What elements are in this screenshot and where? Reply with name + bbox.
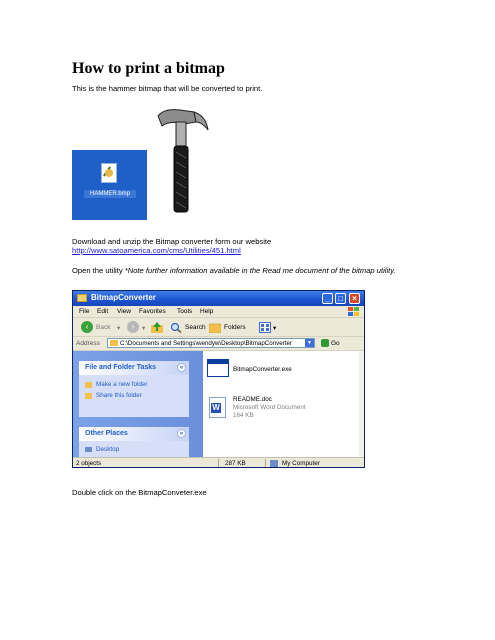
forward-dropdown-icon[interactable]: ▾ xyxy=(142,325,146,332)
menu-edit[interactable]: Edit xyxy=(97,308,109,315)
task-make-new-folder[interactable] xyxy=(79,380,189,391)
file-name-readme[interactable]: README.doc xyxy=(233,396,272,403)
folder-icon xyxy=(77,294,87,302)
page-title: How to print a bitmap xyxy=(72,60,225,77)
scrollbar[interactable] xyxy=(359,351,364,457)
open-utility-text: Open the utility xyxy=(72,266,125,275)
back-arrow-icon[interactable]: ‹ xyxy=(81,321,93,333)
file-type-readme: Microsoft Word Document xyxy=(233,404,306,411)
bitmap-file-icon xyxy=(101,163,117,183)
menu-help[interactable]: Help xyxy=(200,308,214,315)
desktop-icon-label: HAMMER.bmp xyxy=(84,190,136,198)
task-pane xyxy=(73,351,203,457)
close-button[interactable]: × xyxy=(349,293,360,304)
status-bar xyxy=(73,457,364,468)
address-dropdown-icon[interactable]: ▼ xyxy=(305,339,314,347)
task-share-folder[interactable] xyxy=(79,391,189,402)
folder-icon xyxy=(110,340,118,346)
views-icon[interactable] xyxy=(259,322,271,333)
up-folder-icon[interactable] xyxy=(151,322,163,333)
file-name-exe[interactable]: BitmapConverter.exe xyxy=(233,366,292,373)
search-icon[interactable] xyxy=(170,322,182,333)
search-button[interactable]: Search xyxy=(185,324,206,331)
task-label: Share this folder xyxy=(96,392,142,399)
minimize-button[interactable]: _ xyxy=(322,293,333,304)
final-instruction: Double click on the BitmapConveter.exe xyxy=(72,488,207,497)
status-objects: 2 objects xyxy=(76,460,102,467)
back-dropdown-icon[interactable]: ▾ xyxy=(117,325,121,332)
windows-logo-icon xyxy=(347,307,361,317)
file-folder-tasks-heading: File and Folder Tasks xyxy=(85,364,157,371)
views-dropdown-icon[interactable]: ▾ xyxy=(273,325,277,332)
hammer-image xyxy=(150,106,210,218)
explorer-window xyxy=(72,290,365,468)
address-field[interactable] xyxy=(107,338,315,348)
application-icon[interactable] xyxy=(207,359,229,377)
file-folder-tasks-panel xyxy=(79,361,189,417)
back-label[interactable]: Back xyxy=(96,324,111,331)
open-utility-line xyxy=(72,266,396,276)
address-bar xyxy=(73,337,364,351)
file-folder-tasks-header[interactable] xyxy=(79,361,189,375)
address-label: Address xyxy=(76,340,100,347)
file-list xyxy=(203,351,361,457)
toolbar xyxy=(73,318,364,337)
my-computer-icon xyxy=(270,460,278,467)
new-folder-icon xyxy=(85,382,92,388)
go-arrow-icon[interactable] xyxy=(321,339,329,347)
menu-file[interactable]: File xyxy=(79,308,90,315)
forward-arrow-icon[interactable]: › xyxy=(127,321,139,333)
other-places-panel xyxy=(79,427,189,457)
status-size: 287 KB xyxy=(225,460,246,467)
download-text: Download and unzip the Bitmap converter form our website xyxy=(72,237,272,246)
word-document-icon[interactable]: W xyxy=(209,397,226,418)
window-title: BitmapConverter xyxy=(91,293,156,302)
menu-favorites[interactable]: Favorites xyxy=(139,308,166,315)
address-path: C:\Documents and Settings\wendyw\Desktop\BitmapConverter xyxy=(120,340,292,347)
collapse-icon[interactable]: « xyxy=(177,429,186,438)
download-link[interactable]: http://www.satoamerica.com/cms/Utilities/451.html xyxy=(72,246,241,255)
other-places-heading: Other Places xyxy=(85,430,128,437)
menu-tools[interactable]: Tools xyxy=(177,308,193,315)
desktop-icon xyxy=(85,447,92,452)
folders-button[interactable]: Folders xyxy=(224,324,246,331)
file-size-readme: 164 KB xyxy=(233,412,254,419)
collapse-icon[interactable]: « xyxy=(177,363,186,372)
menu-view[interactable]: View xyxy=(117,308,131,315)
status-location: My Computer xyxy=(282,460,320,467)
task-label: Make a new folder xyxy=(96,381,148,388)
go-button[interactable]: Go xyxy=(331,340,340,347)
folders-icon[interactable] xyxy=(209,322,221,333)
place-desktop[interactable] xyxy=(79,445,189,452)
share-folder-icon xyxy=(85,393,92,399)
title-bar xyxy=(73,291,364,306)
place-label: Desktop xyxy=(96,446,120,452)
menu-bar xyxy=(73,306,364,318)
other-places-header[interactable] xyxy=(79,427,189,441)
intro-text: This is the hammer bitmap that will be converted to print. xyxy=(72,84,263,93)
desktop-icon-tile xyxy=(72,150,147,220)
maximize-button[interactable]: □ xyxy=(335,293,346,304)
readme-note: *Note further information available in the Read me document of the bitmap utility. xyxy=(124,266,396,275)
